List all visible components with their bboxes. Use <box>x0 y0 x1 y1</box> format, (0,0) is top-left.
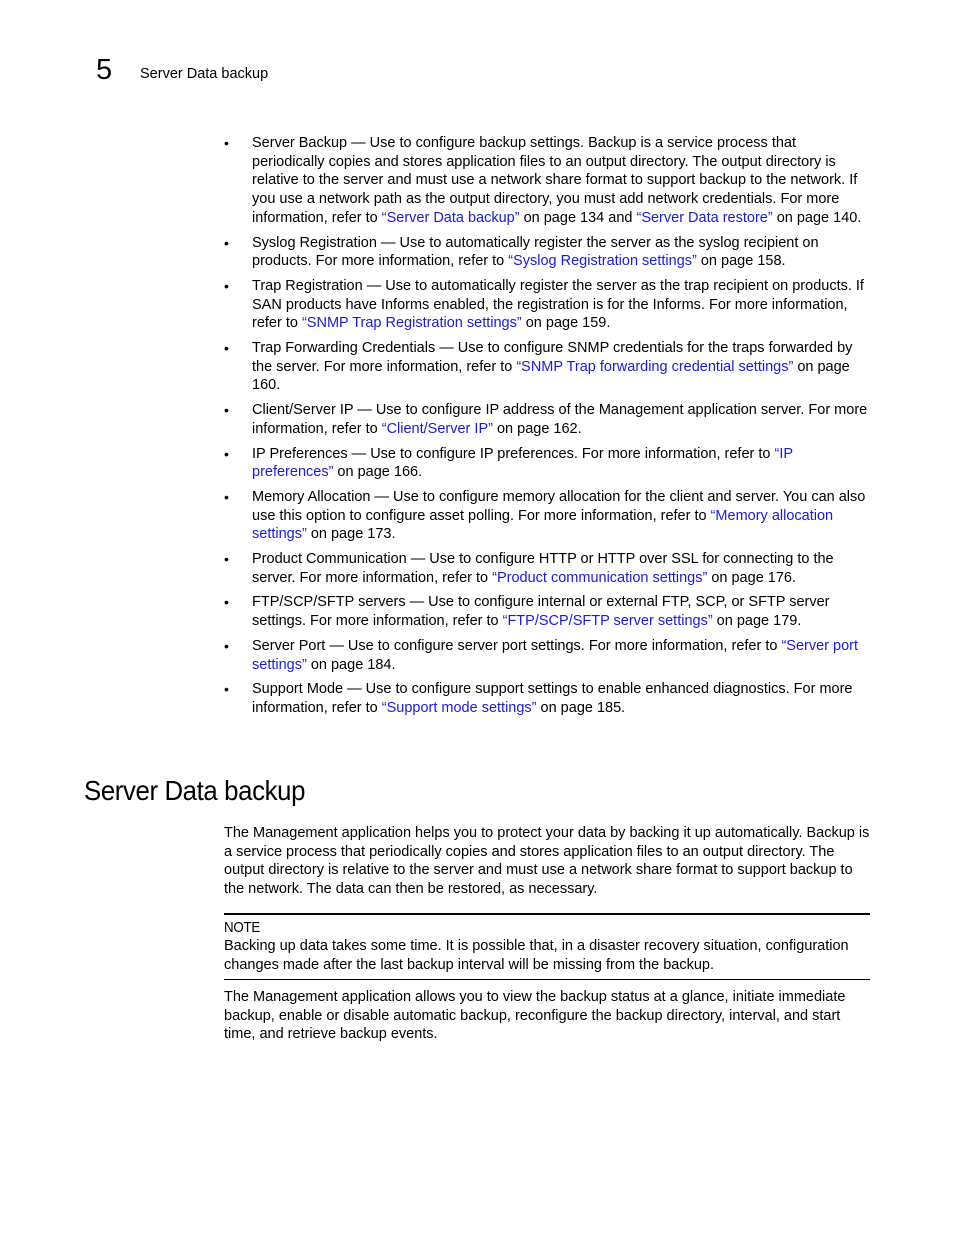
bullet-text: Product Communication — Use to configure HTTP or HTTP over SSL for connecting to the server. For more information, refer to <box>252 551 834 586</box>
bullet-item <box>224 445 872 482</box>
bullet-item <box>224 234 872 271</box>
bullet-item <box>224 134 872 228</box>
cross-reference-link[interactable]: “Server Data restore” <box>636 209 773 226</box>
bullet-text: on page 158. <box>696 253 786 270</box>
bullet-dot-icon: • <box>224 681 229 698</box>
settings-bullet-list <box>224 134 872 724</box>
bullet-text: Client/Server IP — Use to configure IP address of the Management application server. For more information, refer to <box>252 402 868 437</box>
cross-reference-link[interactable]: “IP preferences” <box>252 445 793 481</box>
cross-reference-link[interactable]: “SNMP Trap Registration settings” <box>301 315 522 332</box>
bullet-text: Syslog Registration — Use to automatically register the server as the syslog recipient on products. For more information, refer to <box>252 234 819 270</box>
bullet-item <box>224 277 872 333</box>
bullet-text: on page 160. <box>252 358 850 394</box>
bullet-text: IP Preferences — Use to configure IP preferences. For more information, refer to <box>252 445 775 462</box>
cross-reference-link[interactable]: “Memory allocation settings” <box>252 507 834 543</box>
intro-paragraph: The Management application helps you to protect your data by backing it up automatically. Backup is a service process that periodically copies and stores application files to an output directory. The output directory is relative to the server and must use a network share format to support backup to the network. The data can then be restored, as necessary. <box>224 825 870 898</box>
bullet-text: Server Backup — Use to configure backup settings. Backup is a service process that periodically copies and stores application files to an output directory. The output directory is relative to the server and must use a network share format to support backup to the network. If you use a network path as the output directory, you must add network credentials. For more information, refer to <box>252 135 858 226</box>
bullet-item <box>224 680 872 717</box>
cross-reference-link[interactable]: “Server Data backup” <box>381 209 520 226</box>
bullet-dot-icon: • <box>224 340 229 357</box>
bullet-item <box>224 339 872 395</box>
bullet-text: on page 159. <box>521 315 611 332</box>
note-heading: NOTE <box>224 920 260 936</box>
bullet-dot-icon: • <box>224 488 229 505</box>
bullet-text: on page 166. <box>333 464 423 481</box>
cross-reference-link[interactable]: “FTP/SCP/SFTP server settings” <box>502 613 713 630</box>
bullet-dot-icon: • <box>224 135 229 151</box>
bullet-dot-icon: • <box>224 445 229 462</box>
bullet-text: on page 184. <box>306 656 396 673</box>
bullet-dot-icon: • <box>224 637 229 654</box>
section-title: Server Data backup <box>84 775 306 806</box>
bullet-text: Trap Registration — Use to automatically register the server as the trap recipient on products. If SAN products have Informs enabled, the registration is for the Informs. For more information, refer to <box>252 277 864 332</box>
bullet-text: on page 179. <box>712 613 802 630</box>
cross-reference-link[interactable]: “Product communication settings” <box>492 569 708 586</box>
bullet-text: on page 134 and <box>519 209 637 226</box>
bullet-item <box>224 488 872 544</box>
cross-reference-link[interactable]: “Client/Server IP” <box>381 420 493 437</box>
bullet-text: on page 173. <box>306 526 396 543</box>
bullet-dot-icon: • <box>224 277 229 294</box>
bullet-text: on page 185. <box>536 699 626 716</box>
bullet-text: Server Port — Use to configure server port settings. For more information, refer to <box>252 637 782 654</box>
bullet-text: Trap Forwarding Credentials — Use to configure SNMP credentials for the traps forwarded by the server. For more information, refer to <box>252 340 853 375</box>
cross-reference-link[interactable]: “SNMP Trap forwarding credential settings” <box>516 358 794 375</box>
bullet-text: on page 176. <box>707 569 797 586</box>
chapter-number: 5 <box>96 54 113 86</box>
note-text: Backing up data takes some time. It is possible that, in a disaster recovery situation, configuration changes made after the last backup interval will be missing from the backup. <box>224 938 849 973</box>
bullet-text: on page 162. <box>492 420 582 437</box>
cross-reference-link[interactable]: “Support mode settings” <box>381 699 537 716</box>
bullet-text: Memory Allocation — Use to configure memory allocation for the client and server. You can also use this option to configure asset polling. For more information, refer to <box>252 488 866 524</box>
bullet-text: on page 140. <box>772 209 862 226</box>
bullet-dot-icon: • <box>224 234 229 251</box>
bullet-item <box>224 637 872 674</box>
closing-paragraph: The Management application allows you to view the backup status at a glance, initiate immediate backup, enable or disable automatic backup, reconfigure the backup directory, interval, and start time, and retrieve backup events. <box>224 989 846 1043</box>
running-head: Server Data backup <box>140 66 269 82</box>
bullet-dot-icon: • <box>224 594 229 611</box>
bullet-item <box>224 401 872 438</box>
bullet-text: Support Mode — Use to configure support settings to enable enhanced diagnostics. For more information, refer to <box>252 681 853 716</box>
note-box <box>224 913 870 980</box>
cross-reference-link[interactable]: “Syslog Registration settings” <box>508 253 697 270</box>
bullet-item <box>224 593 872 630</box>
bullet-dot-icon: • <box>224 551 229 568</box>
bullet-item <box>224 550 872 587</box>
cross-reference-link[interactable]: “Server port settings” <box>252 637 859 673</box>
bullet-text: FTP/SCP/SFTP servers — Use to configure internal or external FTP, SCP, or SFTP server settings. For more information, refer to <box>252 594 830 630</box>
bullet-dot-icon: • <box>224 402 229 419</box>
